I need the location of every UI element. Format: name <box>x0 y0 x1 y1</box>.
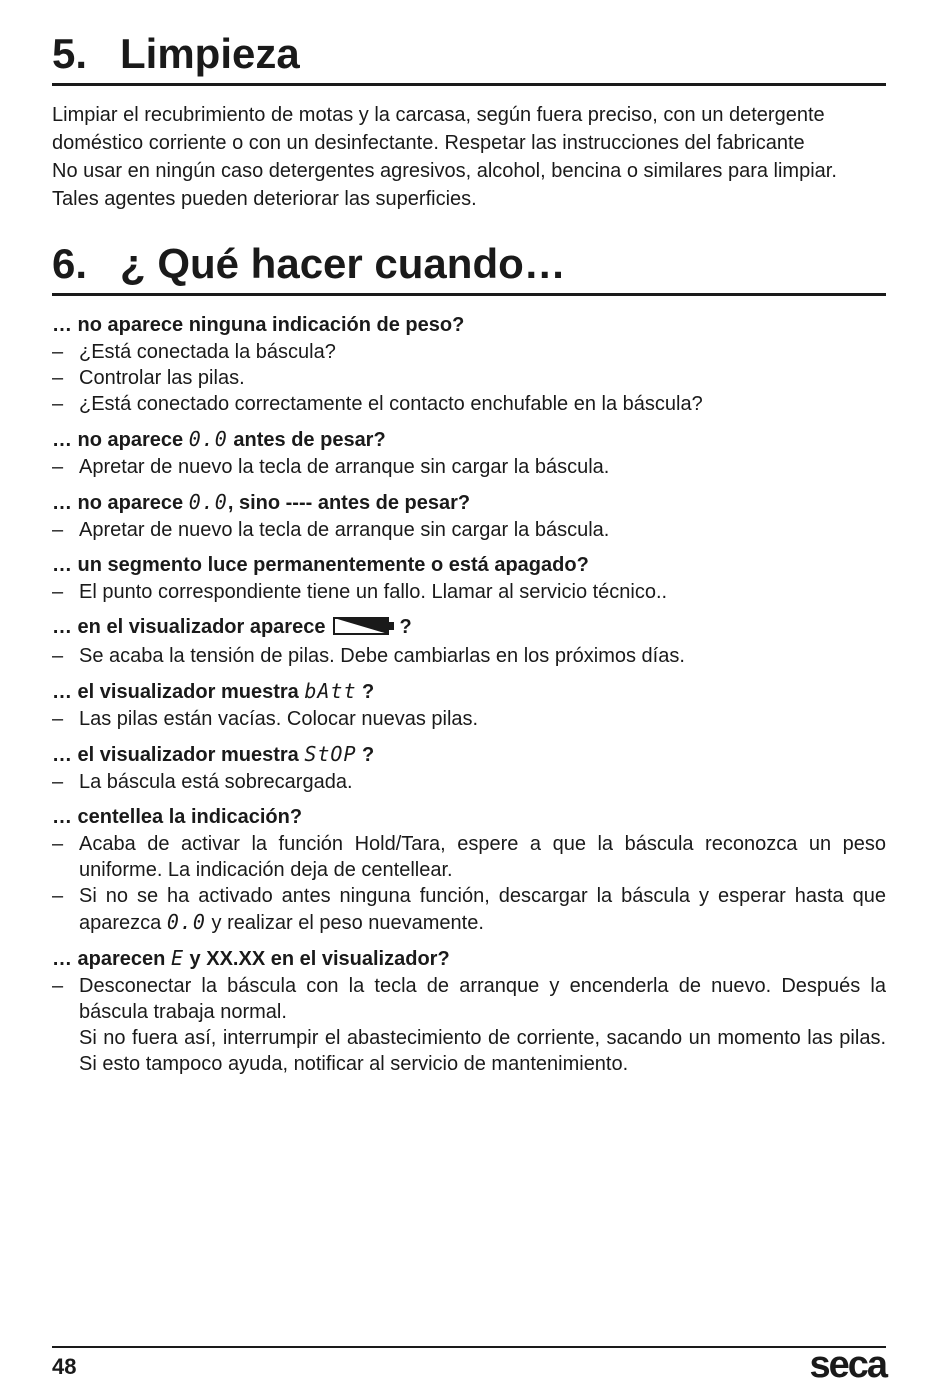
section-title-text: Limpieza <box>120 30 300 77</box>
question-text: ? <box>399 616 412 638</box>
answer-text: ¿Está conectada la báscula? <box>79 341 336 363</box>
page-number: 48 <box>52 1354 77 1379</box>
troubleshooting-list <box>52 311 886 1085</box>
faq-question <box>52 425 886 454</box>
faq-answer <box>52 643 886 669</box>
cleaning-instructions <box>52 101 886 213</box>
answer-text: Se acaba la tensión de pilas. Debe cambiarlas en los próximos días. <box>79 645 685 667</box>
faq-answer <box>52 517 886 543</box>
bullet-dash: – <box>52 708 64 730</box>
paragraph: Limpiar el recubrimiento de motas y la carcasa, según fuera preciso, con un detergente doméstico corriente o con un desinfectante. Respetar las instrucciones del fabricante <box>52 104 825 154</box>
footer-divider <box>52 1346 886 1348</box>
answer-text: El punto correspondiente tiene un fallo. Llamar al servicio técnico.. <box>79 581 668 603</box>
faq-item <box>52 425 886 480</box>
bullet-dash: – <box>52 975 64 997</box>
brand-logo: seca <box>809 1344 886 1386</box>
answer-text: Si no se ha activado antes ninguna función, descargar la báscula y esperar hasta que aparezca <box>79 885 886 934</box>
lcd-display-text: 0.0 <box>166 910 206 934</box>
bullet-dash: – <box>52 367 64 389</box>
lcd-display-text: 0.0 <box>188 427 228 451</box>
question-text: … aparecen <box>52 948 171 970</box>
bullet-dash: – <box>52 645 64 667</box>
faq-answer <box>52 339 886 365</box>
faq-question <box>52 677 886 706</box>
paragraph: No usar en ningún caso detergentes agresivos, alcohol, bencina o similares para limpiar. Tales agentes pueden deteriorar las superficies. <box>52 160 837 210</box>
question-text: … el visualizador muestra <box>52 681 305 703</box>
section-number: 5. <box>52 30 88 77</box>
faq-answer <box>52 769 886 795</box>
faq-answer <box>52 883 886 936</box>
faq-item <box>52 803 886 936</box>
faq-item <box>52 488 886 543</box>
bullet-dash: – <box>52 456 64 478</box>
answer-text: Apretar de nuevo la tecla de arranque sin cargar la báscula. <box>79 456 610 478</box>
section-number: 6. <box>52 240 88 287</box>
bullet-dash: – <box>52 771 64 793</box>
faq-question <box>52 488 886 517</box>
faq-item <box>52 677 886 732</box>
question-text: ? <box>356 681 375 703</box>
faq-answer <box>52 706 886 732</box>
faq-answer <box>52 391 886 417</box>
question-text: … no aparece <box>52 429 189 451</box>
lcd-display-text: E <box>170 946 184 970</box>
faq-question <box>52 944 886 973</box>
faq-answer <box>52 831 886 883</box>
bullet-dash: – <box>52 393 64 415</box>
answer-continuation: Si no fuera así, interrumpir el abastecimiento de corriente, sacando un momento las pilas. Si esto tampoco ayuda, notificar al servicio de mantenimiento. <box>79 1027 886 1075</box>
section-title-troubleshooting <box>52 240 886 296</box>
faq-answer <box>52 454 886 480</box>
bullet-dash: – <box>52 885 64 907</box>
answer-text: Controlar las pilas. <box>79 367 245 389</box>
faq-item <box>52 613 886 669</box>
answer-text: La báscula está sobrecargada. <box>79 771 353 793</box>
answer-text: y realizar el peso nuevamente. <box>205 912 484 934</box>
faq-item <box>52 740 886 795</box>
faq-answer <box>52 973 886 1077</box>
section-title-cleaning <box>52 30 886 86</box>
question-text: … no aparece <box>52 492 189 514</box>
faq-question <box>52 740 886 769</box>
faq-item <box>52 311 886 417</box>
question-text: , sino ---- antes de pesar? <box>227 492 471 514</box>
faq-item <box>52 944 886 1077</box>
answer-text: Acaba de activar la función Hold/Tara, espere a que la báscula reconozca un peso uniforme. La indicación deja de centellear. <box>79 833 886 881</box>
bullet-dash: – <box>52 519 64 541</box>
answer-text: Las pilas están vacías. Colocar nuevas pilas. <box>79 708 479 730</box>
answer-text: Desconectar la báscula con la tecla de arranque y encenderla de nuevo. Después la báscula trabaja normal. <box>79 975 886 1023</box>
lcd-display-text: 0.0 <box>188 490 228 514</box>
battery-low-icon <box>333 615 395 643</box>
faq-question: … centellea la indicación? <box>52 806 303 828</box>
answer-text: ¿Está conectado correctamente el contacto enchufable en la báscula? <box>79 393 703 415</box>
question-text: antes de pesar? <box>227 429 386 451</box>
faq-question: … un segmento luce permanentemente o está apagado? <box>52 554 589 576</box>
question-text: y XX.XX en el visualizador? <box>184 948 450 970</box>
section-title-text: ¿ Qué hacer cuando… <box>120 240 566 287</box>
question-text: … en el visualizador aparece <box>52 616 326 638</box>
lcd-display-text: bAtt <box>304 679 357 703</box>
question-text: … el visualizador muestra <box>52 744 305 766</box>
bullet-dash: – <box>52 581 64 603</box>
answer-text: Apretar de nuevo la tecla de arranque sin cargar la báscula. <box>79 519 610 541</box>
faq-question <box>52 613 886 643</box>
faq-answer <box>52 579 886 605</box>
faq-item <box>52 551 886 605</box>
faq-answer <box>52 365 886 391</box>
lcd-display-text: StOP <box>304 742 357 766</box>
question-text: ? <box>356 744 375 766</box>
bullet-dash: – <box>52 833 64 855</box>
faq-question: … no aparece ninguna indicación de peso? <box>52 314 465 336</box>
bullet-dash: – <box>52 341 64 363</box>
